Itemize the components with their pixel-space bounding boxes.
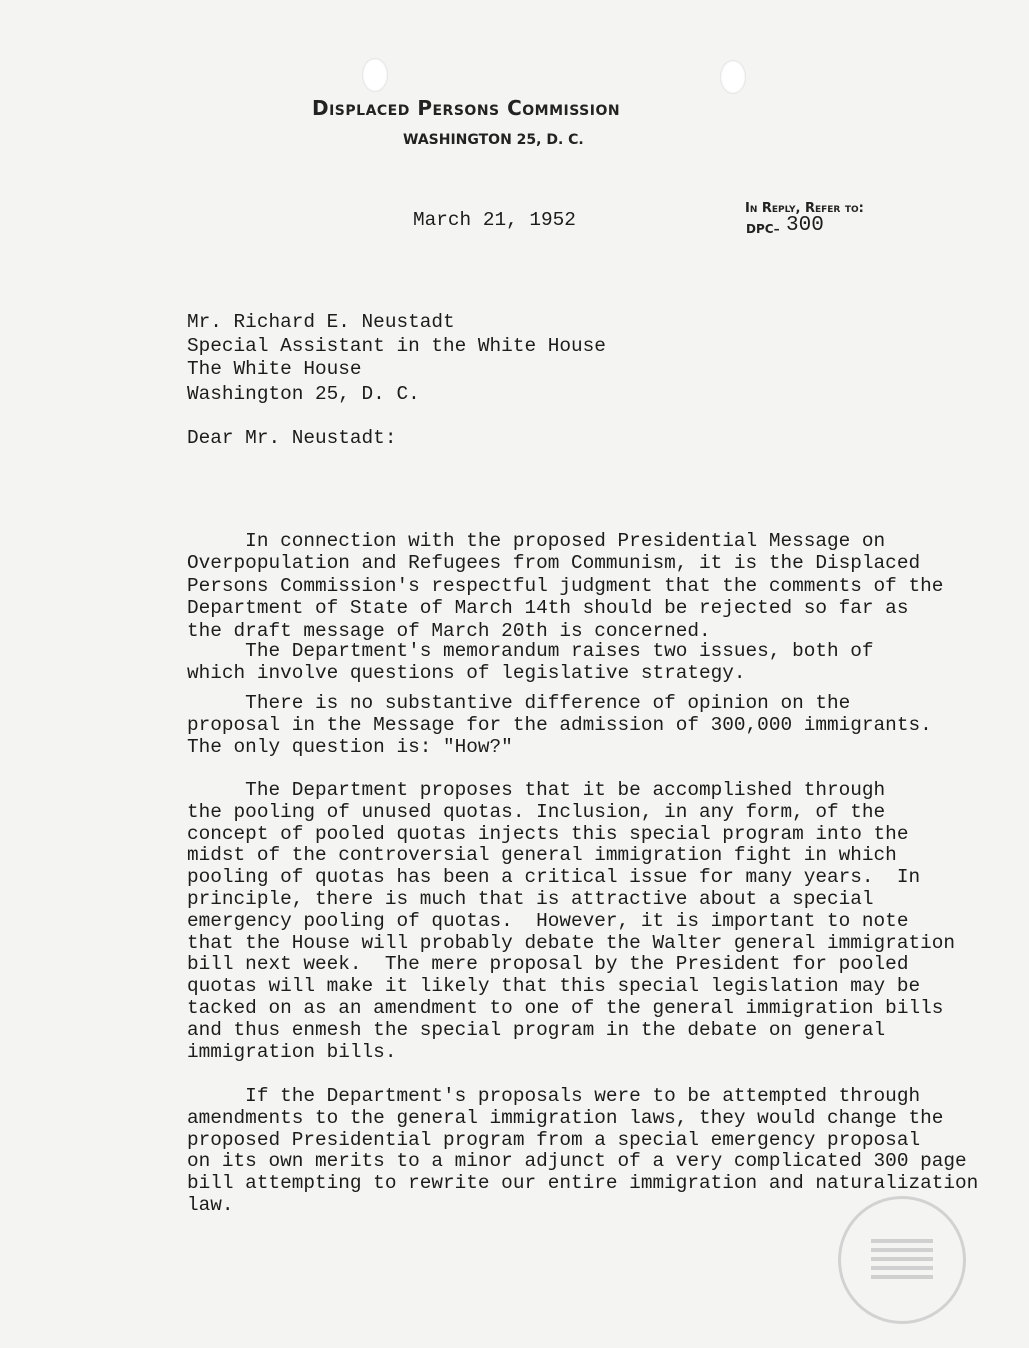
punch-hole-right (720, 60, 746, 94)
paragraph: There is no substantive difference of opinion on the proposal in the Message for the admission of 300,000 immigrants. The only question is: "How?" (187, 692, 932, 758)
letterhead-address: WASHINGTON 25, D. C. (403, 132, 584, 148)
recipient-line: Washington 25, D. C. (187, 383, 420, 405)
salutation: Dear Mr. Neustadt: (187, 427, 397, 449)
letterhead-org: Displaced Persons Commission (312, 96, 621, 120)
recipient-line: Mr. Richard E. Neustadt (187, 311, 455, 333)
recipient-line: The White House (187, 358, 362, 380)
reference-label: In Reply, Refer to: (745, 201, 864, 216)
library-stamp (838, 1196, 966, 1324)
paragraph: The Department proposes that it be accomplished through the pooling of unused quotas. Inclusion, in any form, of the concept of pooled quotas injects this special program into the midst of the controversial general immigration fight in which pooling of quotas has been a critical issue for many years. In principle, there is much that is attractive about a special emergency pooling of quotas. However, it is important to note that the House will probably debate the Walter general immigration bill next week. The mere proposal by the President for pooled quotas will make it likely that this special legislation may be tacked on as an amendment to one of the general immigration bills and thus enmesh the special program in the debate on general immigration bills. (187, 779, 955, 1063)
reference-prefix: DPC– (746, 222, 780, 236)
letter-date: March 21, 1952 (413, 209, 576, 231)
punch-hole-left (362, 58, 388, 92)
recipient-line: Special Assistant in the White House (187, 335, 606, 357)
paragraph: The Department's memorandum raises two issues, both of which involve questions of legislative strategy. (187, 640, 874, 684)
reference-number: 300 (786, 214, 824, 237)
paragraph: If the Department's proposals were to be attempted through amendments to the general immigration laws, they would change the proposed Presidential program from a special emergency proposal on its own merits to a minor adjunct of a very complicated 300 page bill attempting to rewrite our entire immigration and naturalization law. (187, 1085, 979, 1216)
paragraph: In connection with the proposed Presidential Message on Overpopulation and Refugees from Communism, it is the Displaced Persons Commission's respectful judgment that the comments of the Department of State of March 14th should be rejected so far as the draft message of March 20th is concerned. (187, 530, 944, 642)
